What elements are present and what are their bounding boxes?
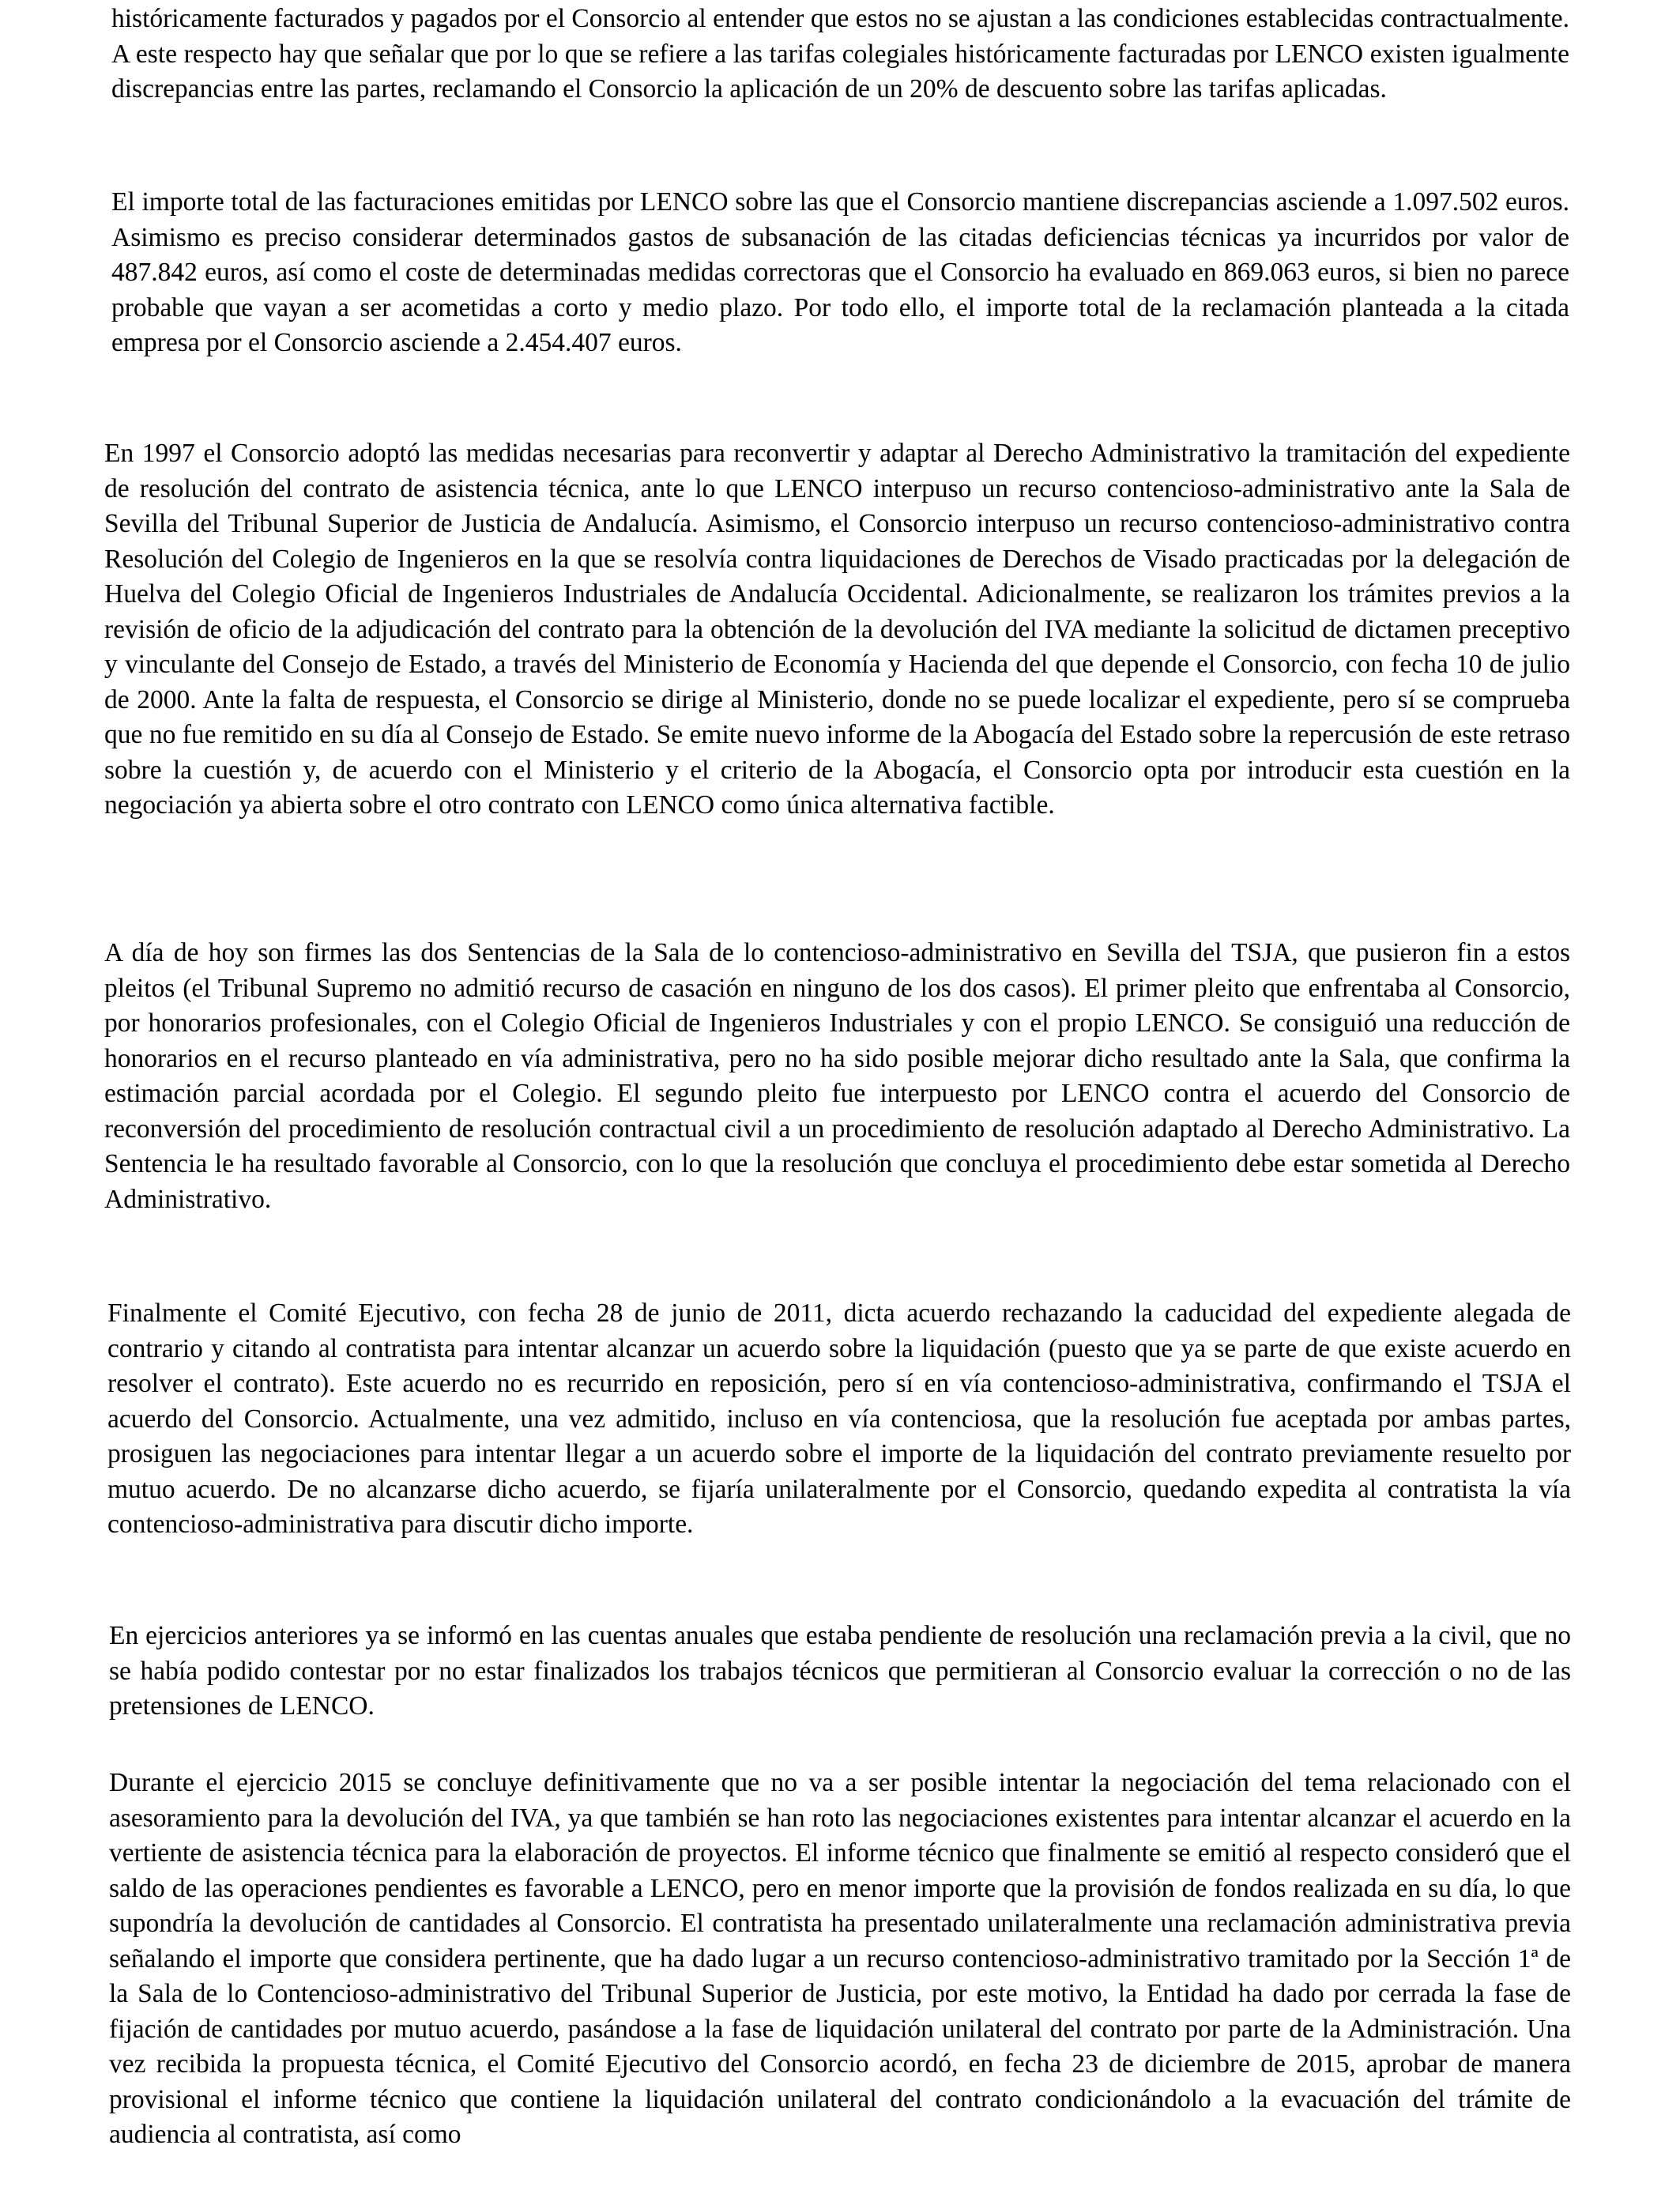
paragraph-sentencias-tsja: A día de hoy son firmes las dos Sentencias de la Sala de lo contencioso-administrativo en Sevilla del TSJA, que pusieron fin a estos pleitos (el Tribunal Supremo no admitió recurso de casación en ninguno de los dos casos). El primer pleito que enfrentaba al Consorcio, por honorarios profesionales, con el Colegio Oficial de Ingenieros Industriales y con el propio LENCO. Se consiguió una reducción de honorarios en el recurso planteado en vía administrativa, pero no ha sido posible mejorar dicho resultado ante la Sala, que confirma la estimación parcial acordada por el Colegio. El segundo pleito fue interpuesto por LENCO contra el acuerdo del Consorcio de reconversión del procedimiento de resolución contractual civil a un procedimiento de resolución adaptado al Derecho Administrativo. La Sentencia le ha resultado favorable al Consorcio, con lo que la resolución que concluya el procedimiento debe estar sometida al Derecho Administrativo. <box>104 938 1570 1214</box>
paragraph-tarifas-colegiales: históricamente facturados y pagados por el Consorcio al entender que estos no se ajustan a las condiciones establecidas contractualmente. A este respecto hay que señalar que por lo que se refiere a las tarifas colegiales históricamente facturadas por LENCO existen igualmente discrepancias entre las partes, reclamando el Consorcio la aplicación de un 20% de descuento sobre las tarifas aplicadas. <box>111 4 1569 104</box>
paragraph-importe-reclamacion: El importe total de las facturaciones emitidas por LENCO sobre las que el Consorcio mantiene discrepancias asciende a 1.097.502 euros. Asimismo es preciso considerar determinados gastos de subsanación de las citadas deficiencias técnicas ya incurridos por valor de 487.842 euros, así como el coste de determinadas medidas correctoras que el Consorcio ha evaluado en 869.063 euros, si bien no parece probable que vayan a ser acometidas a corto y medio plazo. Por todo ello, el importe total de la reclamación planteada a la citada empresa por el Consorcio asciende a 2.454.407 euros. <box>111 187 1569 357</box>
paragraph-ejercicio-2015: Durante el ejercicio 2015 se concluye definitivamente que no va a ser posible intentar la negociación del tema relacionado con el asesoramiento para la devolución del IVA, ya que también se han roto las negociaciones existentes para intentar alcanzar el acuerdo en la vertiente de asistencia técnica para la elaboración de proyectos. El informe técnico que finalmente se emitió al respecto consideró que el saldo de las operaciones pendientes es favorable a LENCO, pero en menor importe que la provisión de fondos realizada en su día, lo que supondría la devolución de cantidades al Consorcio. El contratista ha presentado unilateralmente una reclamación administrativa previa señalando el importe que considera pertinente, que ha dado lugar a un recurso contencioso-administrativo tramitado por la Sección 1ª de la Sala de lo Contencioso-administrativo del Tribunal Superior de Justicia, por este motivo, la Entidad ha dado por cerrada la fase de fijación de cantidades por mutuo acuerdo, pasándose a la fase de liquidación unilateral del contrato por parte de la Administración. Una vez recibida la propuesta técnica, el Comité Ejecutivo del Consorcio acordó, en fecha 23 de diciembre de 2015, aprobar de manera provisional el informe técnico que contiene la liquidación unilateral del contrato condicionándolo a la evacuación del trámite de audiencia al contratista, así como <box>109 1768 1571 2149</box>
paragraph-ejercicios-anteriores: En ejercicios anteriores ya se informó en las cuentas anuales que estaba pendiente de resolución una reclamación previa a la civil, que no se había podido contestar por no estar finalizados los trabajos técnicos que permitieran al Consorcio evaluar la corrección o no de las pretensiones de LENCO. <box>109 1621 1571 1721</box>
paragraph-recursos-1997: En 1997 el Consorcio adoptó las medidas necesarias para reconvertir y adaptar al Derecho Administrativo la tramitación del expediente de resolución del contrato de asistencia técnica, ante lo que LENCO interpuso un recurso contencioso-administrativo ante la Sala de Sevilla del Tribunal Superior de Justicia de Andalucía. Asimismo, el Consorcio interpuso un recurso contencioso-administrativo contra Resolución del Colegio de Ingenieros en la que se resolvía contra liquidaciones de Derechos de Visado practicadas por la delegación de Huelva del Colegio Oficial de Ingenieros Industriales de Andalucía Occidental. Adicionalmente, se realizaron los trámites previos a la revisión de oficio de la adjudicación del contrato para la obtención de la devolución del IVA mediante la solicitud de dictamen preceptivo y vinculante del Consejo de Estado, a través del Ministerio de Economía y Hacienda del que depende el Consorcio, con fecha 10 de julio de 2000. Ante la falta de respuesta, el Consorcio se dirige al Ministerio, donde no se puede localizar el expediente, pero sí se comprueba que no fue remitido en su día al Consejo de Estado. Se emite nuevo informe de la Abogacía del Estado sobre la repercusión de este retraso sobre la cuestión y, de acuerdo con el Ministerio y el criterio de la Abogacía, el Consorcio opta por introducir esta cuestión en la negociación ya abierta sobre el otro contrato con LENCO como única alternativa factible. <box>104 439 1570 820</box>
paragraph-comite-ejecutivo-2011: Finalmente el Comité Ejecutivo, con fecha 28 de junio de 2011, dicta acuerdo rechazando la caducidad del expediente alegada de contrario y citando al contratista para intentar alcanzar un acuerdo sobre la liquidación (puesto que ya se parte de que existe acuerdo en resolver el contrato). Este acuerdo no es recurrido en reposición, pero sí en vía contencioso-administrativa, confirmando el TSJA el acuerdo del Consorcio. Actualmente, una vez admitido, incluso en vía contenciosa, que la resolución fue aceptada por ambas partes, prosiguen las negociaciones para intentar llegar a un acuerdo sobre el importe de la liquidación del contrato previamente resuelto por mutuo acuerdo. De no alcanzarse dicho acuerdo, se fijaría unilateralmente por el Consorcio, quedando expedita al contratista la vía contencioso-administrativa para discutir dicho importe. <box>107 1299 1571 1539</box>
